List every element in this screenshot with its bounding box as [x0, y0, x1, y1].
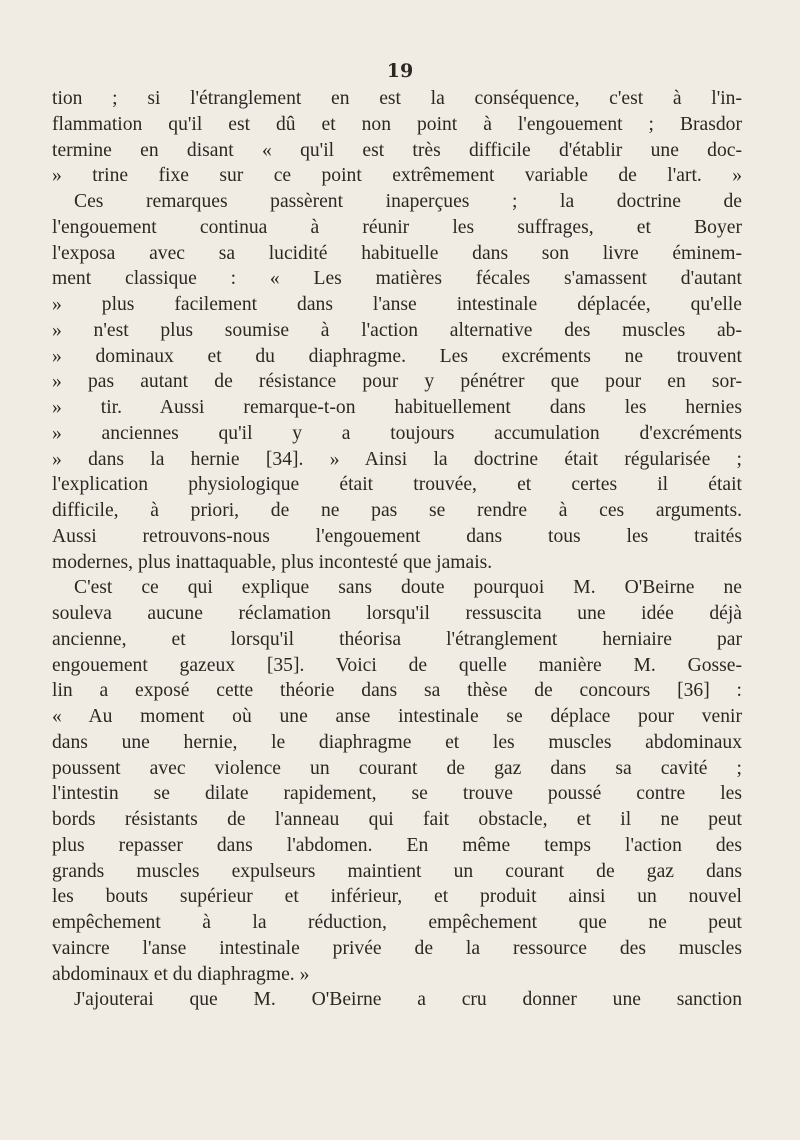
text-line: « Au moment où une anse intestinale se déplace pour venir — [52, 706, 742, 727]
text-line: » tir. Aussi remarque-t-on habituellement dans les hernies — [52, 397, 742, 418]
text-line: l'intestin se dilate rapidement, se trouve poussé contre les — [52, 783, 742, 805]
text-line: grands muscles expulseurs maintient un courant de gaz dans — [52, 860, 742, 882]
page-number: 19 — [386, 60, 414, 82]
text-line: termine en disant « qu'il est très difficile d'établir une doc- — [52, 139, 742, 161]
text-line: Aussi retrouvons-nous l'engouement dans tous les traités — [52, 525, 742, 547]
text-line: » plus facilement dans l'anse intestinale déplacée, qu'elle — [52, 294, 742, 315]
text-line: dans une hernie, le diaphragme et les muscles abdominaux — [52, 731, 742, 753]
text-line: modernes, plus inattaquable, plus incontesté que jamais. — [52, 551, 493, 573]
text-line: difficile, à priori, de ne pas se rendre à ces arguments. — [52, 500, 742, 521]
text-line: » trine fixe sur ce point extrêmement variable de l'art. » — [52, 165, 742, 187]
text-line: souleva aucune réclamation lorsqu'il ressuscita une idée déjà — [52, 603, 742, 624]
text-line: poussent avec violence un courant de gaz dans sa cavité ; — [52, 757, 742, 779]
text-line: abdominaux et du diaphragme. » — [52, 963, 310, 985]
text-line: » anciennes qu'il y a toujours accumulation d'excréments — [52, 422, 742, 444]
text-line: empêchement à la réduction, empêchement que ne peut — [52, 912, 742, 933]
text-line: lin a exposé cette théorie dans sa thèse de concours [36] : — [52, 680, 742, 702]
text-line: l'exposa avec sa lucidité habituelle dans son livre éminem- — [52, 242, 742, 264]
text-line: plus repasser dans l'abdomen. En même temps l'action des — [52, 834, 742, 856]
text-line: flammation qu'il est dû et non point à l'engouement ; Brasdor — [52, 113, 742, 135]
text-line: J'ajouterai que M. O'Beirne a cru donner une sanction — [74, 989, 742, 1011]
text-line: les bouts supérieur et inférieur, et produit ainsi un nouvel — [52, 886, 742, 908]
text-line: C'est ce qui explique sans doute pourquoi M. O'Beirne ne — [74, 577, 742, 599]
text-line: » pas autant de résistance pour y pénétrer que pour en sor- — [52, 371, 742, 393]
text-line: l'explication physiologique était trouvée, et certes il était — [52, 474, 742, 496]
text-line: tion ; si l'étranglement en est la conséquence, c'est à l'in- — [52, 88, 742, 109]
text-line: Ces remarques passèrent inaperçues ; la doctrine de — [74, 191, 742, 212]
text-line: » n'est plus soumise à l'action alternative des muscles ab- — [52, 319, 742, 341]
body-text — [52, 86, 742, 1013]
text-line: » dans la hernie [34]. » Ainsi la doctrine était régularisée ; — [52, 448, 742, 470]
text-line: l'engouement continua à réunir les suffrages, et Boyer — [52, 216, 742, 238]
text-line: » dominaux et du diaphragme. Les excréments ne trouvent — [52, 345, 742, 367]
text-line: ment classique : « Les matières fécales s'amassent d'autant — [52, 268, 742, 290]
text-line: bords résistants de l'anneau qui fait obstacle, et il ne peut — [52, 809, 742, 830]
text-line: engouement gazeux [35]. Voici de quelle manière M. Gosse- — [52, 654, 742, 676]
text-line: vaincre l'anse intestinale privée de la ressource des muscles — [52, 937, 742, 959]
text-line: ancienne, et lorsqu'il théorisa l'étranglement herniaire par — [52, 628, 742, 650]
